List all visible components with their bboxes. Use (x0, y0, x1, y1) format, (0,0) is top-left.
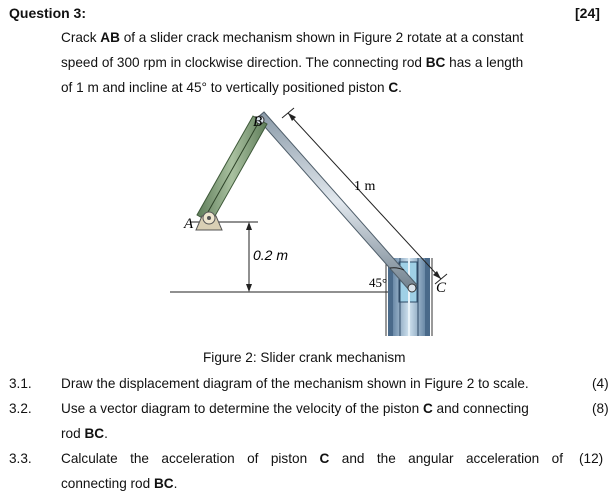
label-b: B (253, 114, 263, 130)
question-marks: (8) (592, 401, 609, 416)
intro-line-3: of 1 m and incline at 45° to vertically positioned piston C. (61, 80, 402, 95)
connecting-rod-bc (257, 112, 417, 291)
figure-caption: Figure 2: Slider crank mechanism (203, 350, 406, 365)
question-text-line-1: Use a vector diagram to determine the velocity of the piston C and connecting (61, 401, 529, 416)
question-text-line-1: Calculate the acceleration of piston C and the angular acceleration of (61, 451, 563, 466)
rod-length-dimension (288, 113, 441, 279)
dimension-arrow-up (246, 222, 252, 230)
crank-ab (197, 116, 267, 223)
question-number: 3.3. (9, 451, 32, 466)
question-marks: (4) (592, 376, 609, 391)
label-angle: 45° (369, 275, 388, 290)
question-number: 3.1. (9, 376, 32, 391)
question-marks: [24] (575, 5, 600, 21)
label-c: C (436, 280, 447, 296)
question-text: Draw the displacement diagram of the mechanism shown in Figure 2 to scale. (61, 376, 529, 391)
pin-c (408, 284, 416, 292)
question-text-line-2: rod BC. (61, 426, 108, 441)
question-text-line-2: connecting rod BC. (61, 476, 178, 491)
question-number: 3.2. (9, 401, 32, 416)
label-rod-length: 1 m (354, 179, 376, 194)
question-marks: (12) (579, 451, 604, 466)
question-title: Question 3: (9, 5, 87, 21)
intro-line-1: Crack AB of a slider crack mechanism shown in Figure 2 rotate at a constant (61, 30, 524, 45)
intro-line-2: speed of 300 rpm in clockwise direction. The connecting rod BC has a length (61, 55, 524, 70)
dimension-arrow-down (246, 284, 252, 292)
label-a: A (184, 216, 194, 232)
label-height: 0.2 m (253, 247, 289, 263)
